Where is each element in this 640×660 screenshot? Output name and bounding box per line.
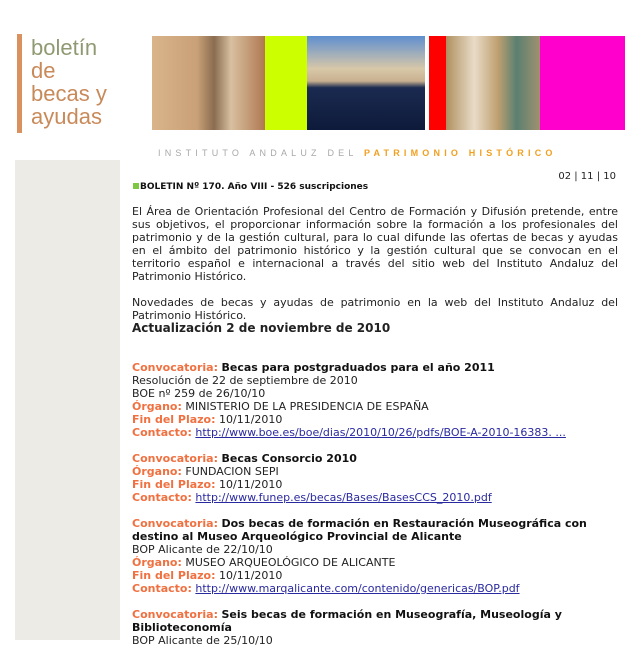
bullet-icon xyxy=(133,183,139,189)
photo-courtyard xyxy=(152,36,265,130)
grant-title: Seis becas de formación en Museografía, Museología y Biblioteconomía xyxy=(132,608,562,634)
grant-entry: Convocatoria: Dos becas de formación en Restauración Museográfica con destino al Museo Arqueológico Provincial de Alicante BOP Alicante de 22/10/10 Órgano: MUSEO ARQUEOLÓGICO DE ALICANTE Fin del Plazo: 10/11/2010 Contacto: http://www.marqalicante.com/contenido/genericas/BOP.pdf xyxy=(132,517,587,595)
grant-title: Becas Consorcio 2010 xyxy=(221,452,357,465)
update-heading: Actualización 2 de noviembre de 2010 xyxy=(132,321,391,335)
logo-line: becas y xyxy=(31,81,107,106)
photo-arch xyxy=(446,36,540,130)
main-content xyxy=(132,205,618,660)
grant-entry: Convocatoria: Seis becas de formación en Museografía, Museología y Biblioteconomía BOP Alicante de 25/10/10 xyxy=(132,608,562,647)
intro-paragraph: El Área de Orientación Profesional del Centro de Formación y Difusión pretende, entre sus objetivos, el proporcionar información sobre la formación a los profesionales del patrimonio y de la gestión cultural, para lo cual difunde las ofertas de becas y ayudas en el ámbito del patrimonio histórico y la gestión cultural que se convocan en el territorio español e internacional a través del sitio web del Instituto Andaluz del Patrimonio Histórico. xyxy=(132,205,618,283)
institute-name: INSTITUTO ANDALUZ DEL PATRIMONIO HISTÓRICO xyxy=(158,148,557,158)
bulletin-number: BOLETIN Nº 170. Año VIII - 526 suscripciones xyxy=(133,182,368,192)
bulletin-date: 02 | 11 | 10 xyxy=(558,171,616,182)
logo-line: de xyxy=(31,58,56,83)
contact-link[interactable]: http://www.boe.es/boe/dias/2010/10/26/pdfs/BOE-A-2010-16383. ... xyxy=(195,426,566,439)
grant-entry: Convocatoria: Becas Consorcio 2010 Órgano: FUNDACION SEPI Fin del Plazo: 10/11/2010 Contacto: http://www.funep.es/becas/Bases/BasesCCS_2010.pdf xyxy=(132,452,492,504)
grant-title: Dos becas de formación en Restauración Museográfica con destino al Museo Arqueológico Provincial de Alicante xyxy=(132,517,587,543)
contact-link[interactable]: http://www.funep.es/becas/Bases/BasesCCS_2010.pdf xyxy=(195,491,492,504)
grant-title: Becas para postgraduados para el año 2011 xyxy=(221,361,495,374)
logo-line: boletín xyxy=(31,35,98,60)
color-block-red xyxy=(429,36,446,130)
novedades-text: Novedades de becas y ayudas de patrimonio en la web del Instituto Andaluz del Patrimonio Histórico. xyxy=(132,296,618,322)
color-block-lime xyxy=(265,36,307,130)
logo-bar xyxy=(17,34,22,133)
logo xyxy=(31,36,107,128)
photo-pool xyxy=(307,36,425,130)
logo-line: ayudas xyxy=(31,104,102,129)
grant-entry: Convocatoria: Becas para postgraduados para el año 2011 Resolución de 22 de septiembre de 2010 BOE nº 259 de 26/10/10 Órgano: MINISTERIO DE LA PRESIDENCIA DE ESPAÑA Fin del Plazo: 10/11/2010 Contacto: http://www.boe.es/boe/dias/2010/10/26/pdfs/BOE-A-2010-16383. ... xyxy=(132,361,566,439)
color-block-magenta xyxy=(540,36,625,130)
contact-link[interactable]: http://www.marqalicante.com/contenido/genericas/BOP.pdf xyxy=(195,582,520,595)
sidebar xyxy=(15,160,120,640)
